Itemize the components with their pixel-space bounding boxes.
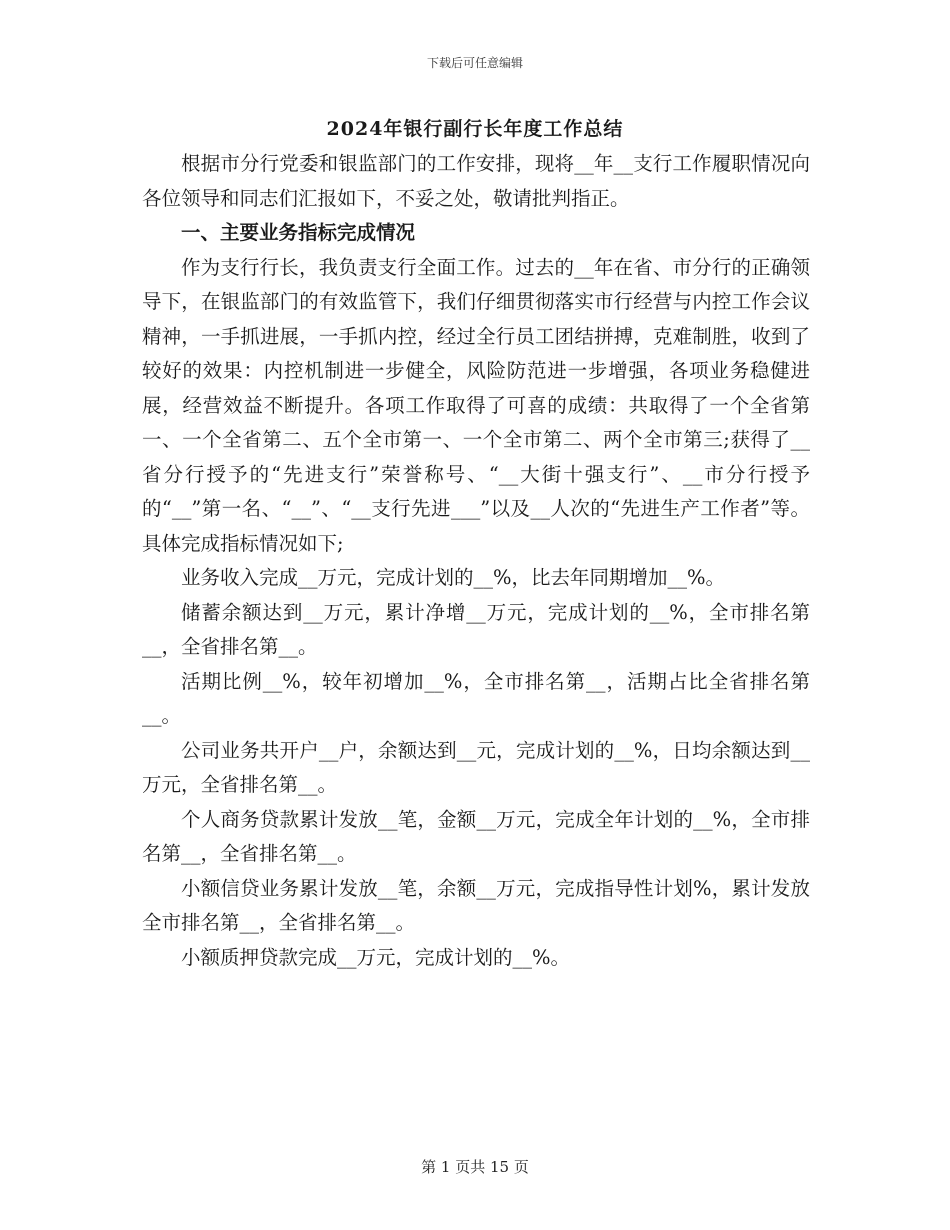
document-title: 2024年银行副行长年度工作总结	[326, 118, 624, 140]
microcredit-item: 小额信贷业务累计发放__笔，余额__万元，完成指导性计划%，累计发放全市排名第__，全省排名第__。	[142, 876, 810, 934]
page-number: 第 1 页共 15 页	[421, 1158, 529, 1176]
section-heading-1: 一、主要业务指标完成情况	[181, 221, 416, 244]
revenue-item: 业务收入完成__万元，完成计划的__%，比去年同期增加__%。	[181, 566, 726, 589]
intro-paragraph: 根据市分行党委和银监部门的工作安排，现将__年__支行工作履职情况向各位领导和同志们汇报如下，不妥之处，敬请批判指正。	[142, 152, 810, 210]
corporate-business-item: 公司业务共开户__户，余额达到__元，完成计划的__%，日均余额达到__万元，全省排名第__。	[142, 738, 810, 796]
page-header-note: 下载后可任意编辑	[426, 56, 523, 70]
demand-deposit-item: 活期比例__%，较年初增加__%，全市排名第__，活期占比全省排名第__。	[142, 669, 810, 727]
personal-loan-item: 个人商务贷款累计发放__笔，金额__万元，完成全年计划的__%，全市排名第__，全省排名第__。	[142, 807, 810, 865]
section1-paragraph: 作为支行行长，我负责支行全面工作。过去的__年在省、市分行的正确领导下，在银监部门的有效监管下，我们仔细贯彻落实市行经营与内控工作会议精神，一手抓进展，一手抓内控，经过全行员工团结拼搏，克难制胜，收到了较好的效果：内控机制进一步健全，风险防范进一步增强，各项业务稳健进展，经营效益不断提升。各项工作取得了可喜的成绩：共取得了一个全省第一、一个全省第二、五个全市第一、一个全市第二、两个全市第三;获得了__省分行授予的“先进支行”荣誉称号、“__大街十强支行”、__市分行授予的“__”第一名、“__”、“__支行先进___”以及__人次的“先进生产工作者”等。具体完成指标情况如下;	[142, 255, 810, 555]
savings-item: 储蓄余额达到__万元，累计净增__万元，完成计划的__%，全市排名第__，全省排名第__。	[142, 600, 810, 658]
pledge-loan-item: 小额质押贷款完成__万元，完成计划的__%。	[181, 945, 571, 969]
document-body	[142, 147, 810, 975]
